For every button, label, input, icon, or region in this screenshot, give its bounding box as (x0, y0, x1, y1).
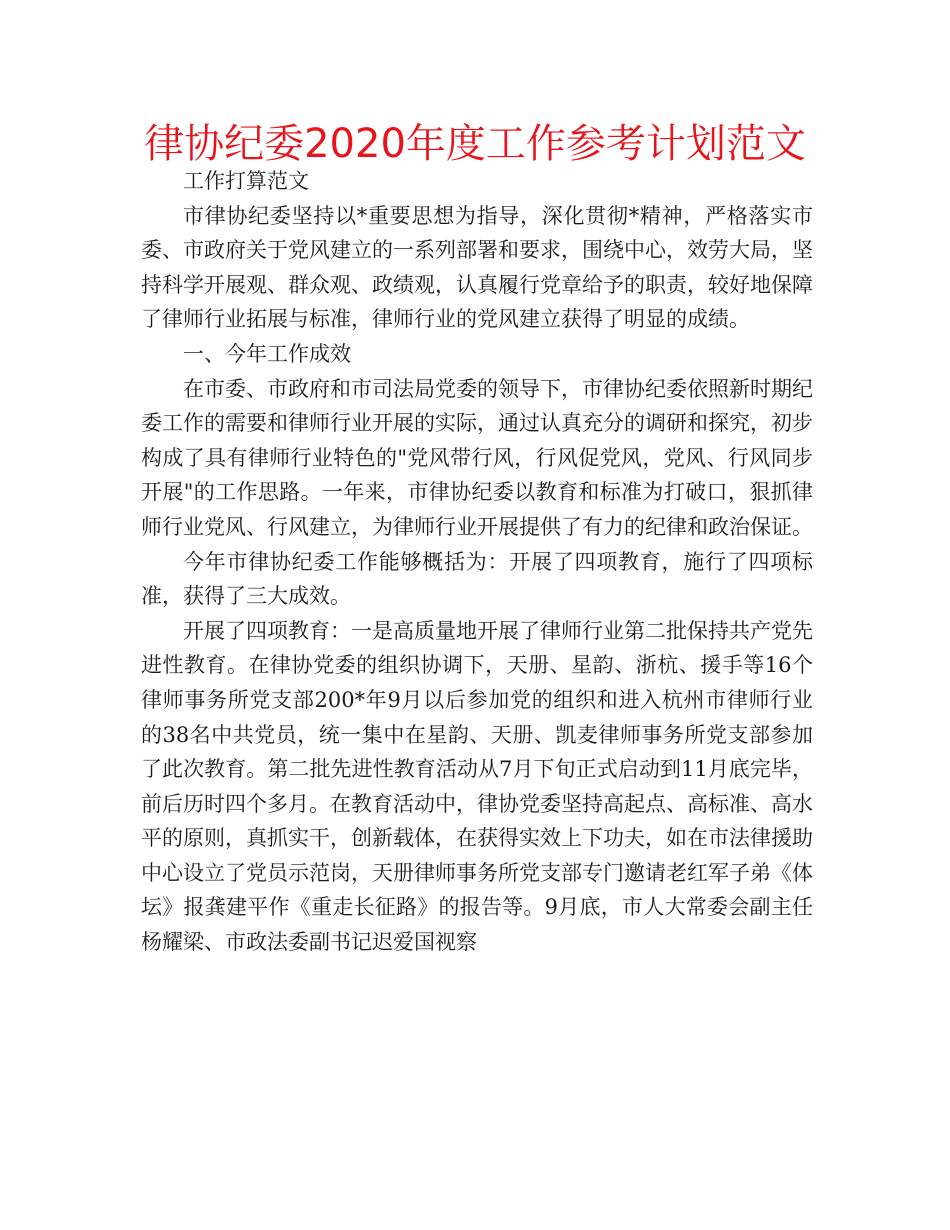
paragraph: 开展了四项教育：一是高质量地开展了律师行业第二批保持共产党先进性教育。在律协党委的组织协调下，天册、星韵、浙杭、援手等16个律师事务所党支部200*年9月以后参加党的组织和进入杭州市律师行业的38名中共党员，统一集中在星韵、天册、凯麦律师事务所党支部参加了此次教育。第二批先进性教育活动从7月下旬正式启动到11月底完毕，前后历时四个多月。在教育活动中，律协党委坚持高起点、高标准、高水平的原则，真抓实干，创新载体，在获得实效上下功夫，如在市法律援助中心设立了党员示范岗，天册律师事务所党支部专门邀请老红军子弟《体坛》报龚建平作《重走长征路》的报告等。9月底，市人大常委会副主任杨耀梁、市政法委副书记迟爱国视察 (141, 618, 813, 955)
section-heading: 一、今年工作成效 (183, 341, 351, 366)
document-body (141, 164, 813, 960)
document-title: 律协纪委2020年度工作参考计划范文 (144, 121, 806, 167)
paragraph: 今年市律协纪委工作能够概括为：开展了四项教育，施行了四项标准，获得了三大成效。 (141, 549, 813, 609)
paragraph: 工作打算范文 (183, 169, 309, 193)
paragraph: 市律协纪委坚持以*重要思想为指导，深化贯彻*精神，严格落实市委、市政府关于党风建立的一系列部署和要求，围绕中心，效劳大局，坚持科学开展观、群众观、政绩观，认真履行党章给予的职责，较好地保障了律师行业拓展与标准，律师行业的党风建立获得了明显的成绩。 (141, 203, 813, 332)
paragraph: 在市委、市政府和市司法局党委的领导下，市律协纪委依照新时期纪委工作的需要和律师行业开展的实际，通过认真充分的调研和探究，初步构成了具有律师行业特色的"党风带行风，行风促党风，党风、行风同步开展"的工作思路。一年来，市律协纪委以教育和标准为打破口，狠抓律师行业党风、行风建立，为律师行业开展提供了有力的纪律和政治保证。 (141, 376, 813, 539)
